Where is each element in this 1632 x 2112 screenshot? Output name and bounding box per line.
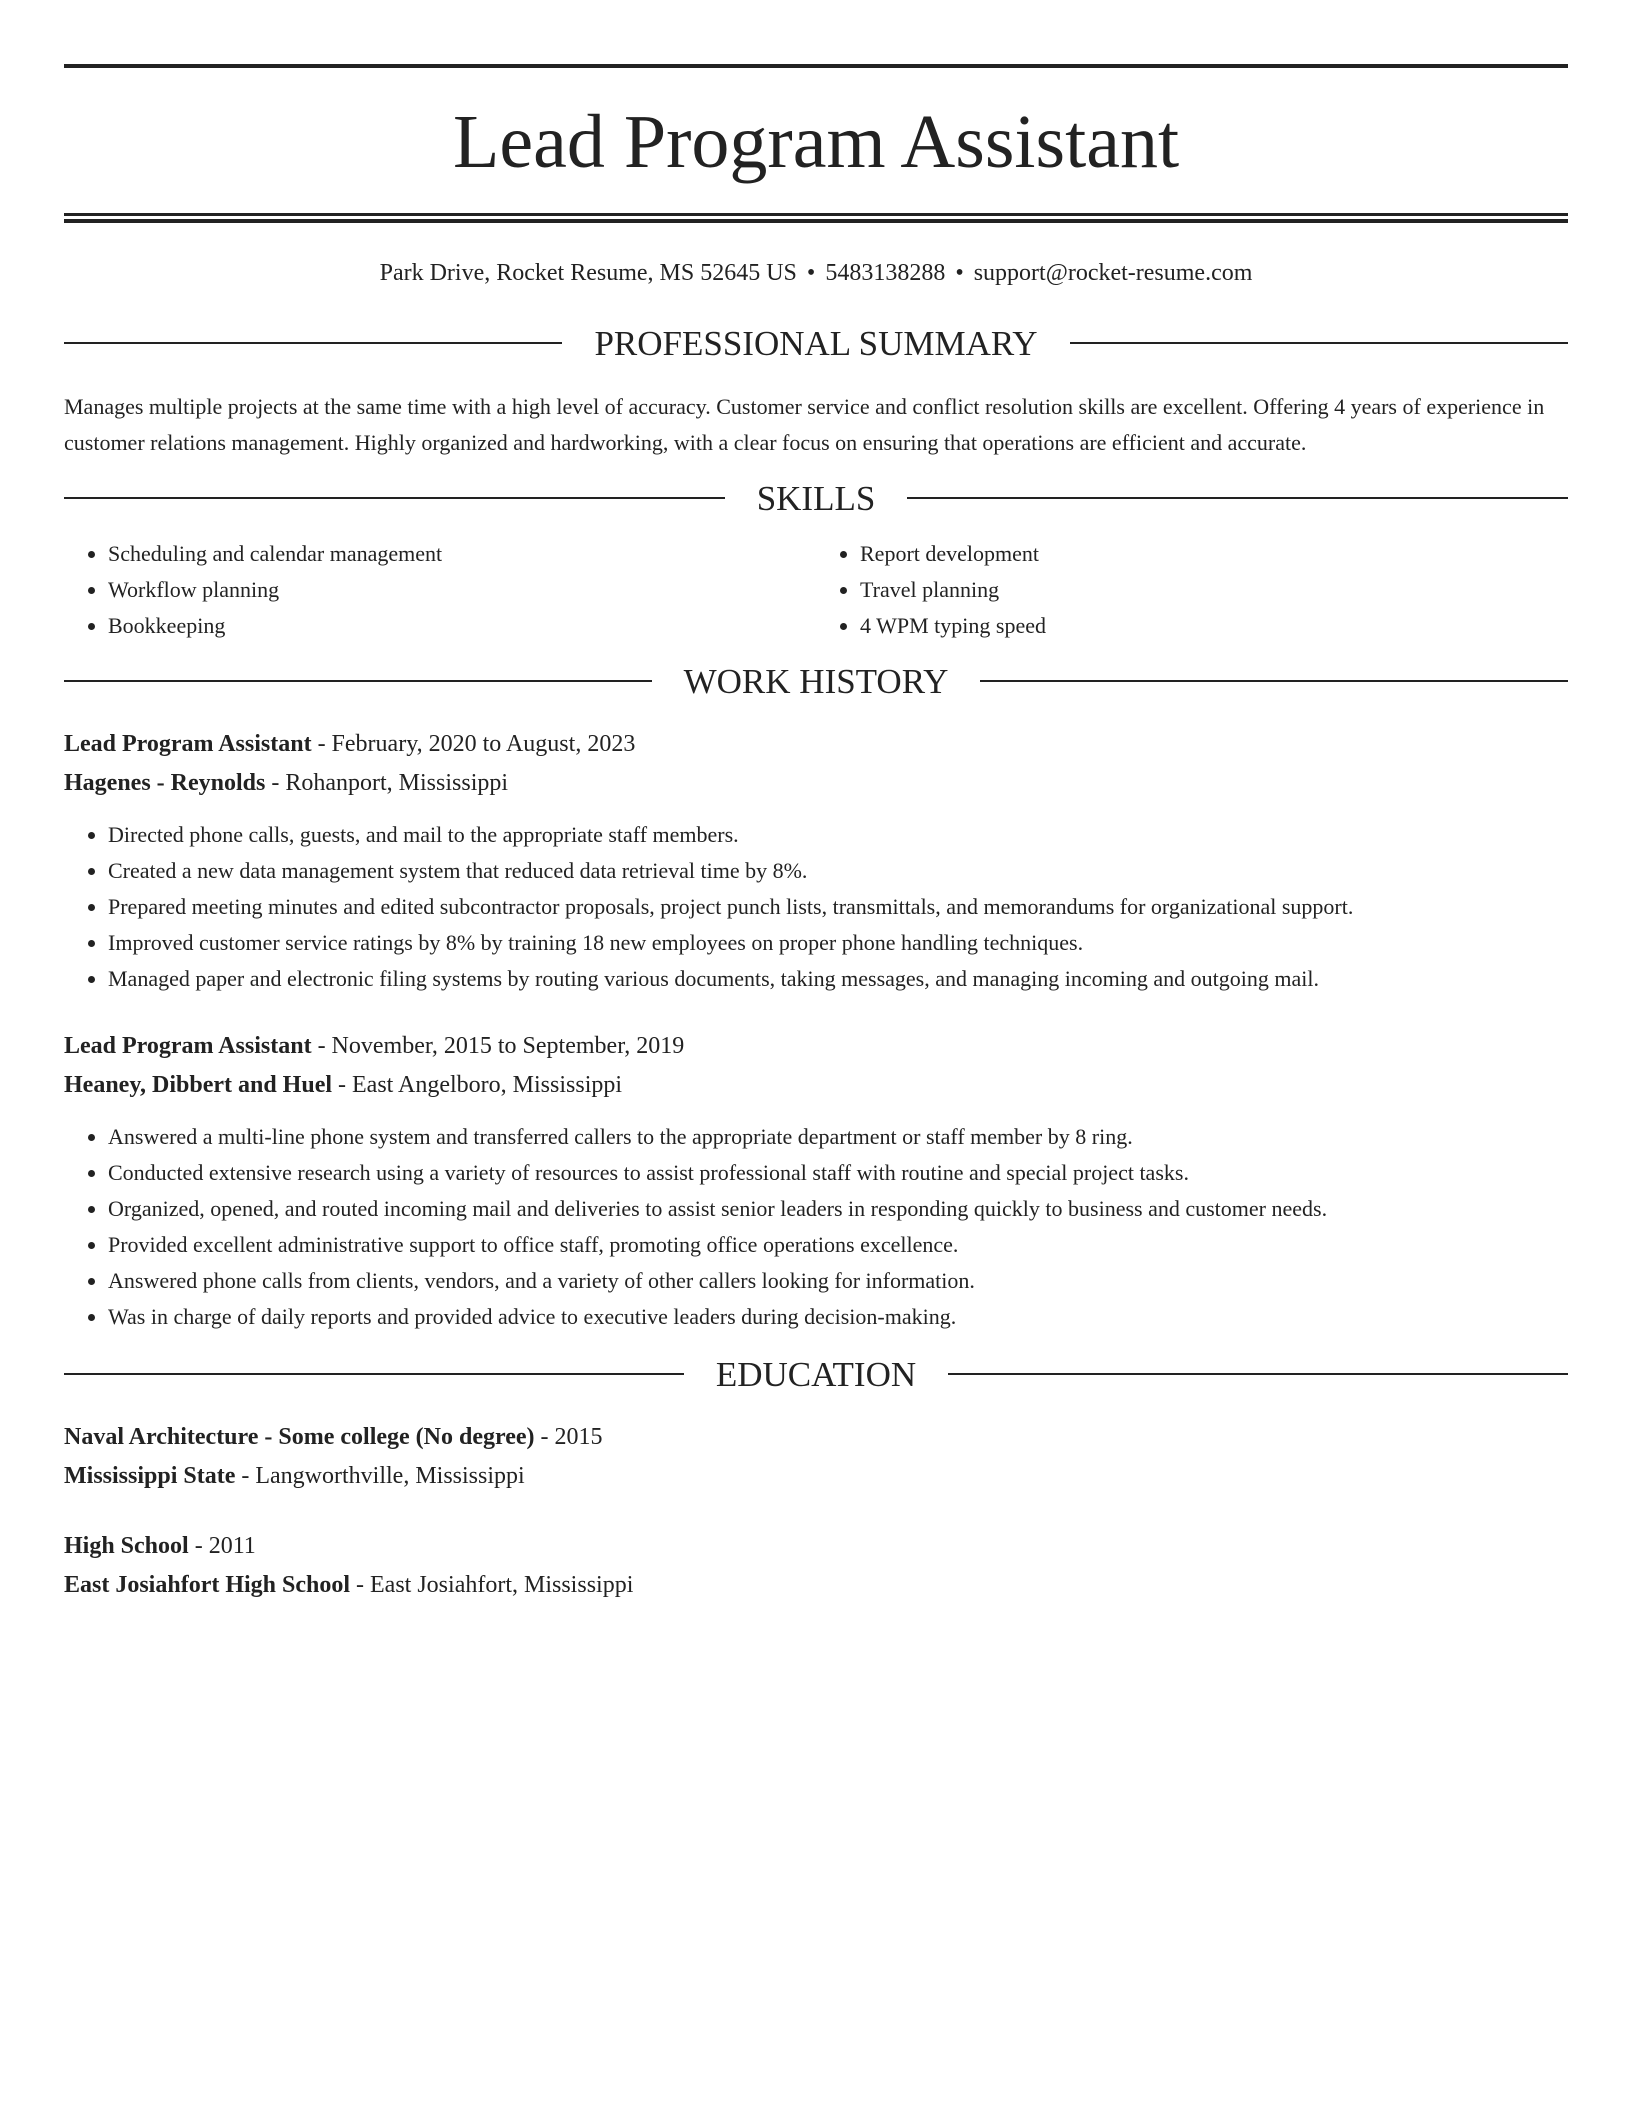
education-school: East Josiahfort High School xyxy=(64,1571,351,1598)
job-bullet: • Conducted extensive research using a variety of resources to assist professional staff with routine and special project tasks. xyxy=(108,1155,1568,1191)
section-header-summary xyxy=(64,323,1568,363)
education-entry xyxy=(64,1418,1568,1496)
education-degree: High School xyxy=(64,1532,189,1559)
job-entry xyxy=(64,1027,1568,1335)
job-bullet: • Answered phone calls from clients, vendors, and a variety of other callers looking for information. xyxy=(108,1263,1568,1299)
skills-list xyxy=(64,536,1568,644)
education-year: - 2011 xyxy=(188,1532,256,1559)
job-company: Heaney, Dibbert and Huel xyxy=(64,1071,333,1098)
job-title: Lead Program Assistant xyxy=(64,1032,312,1059)
education-location: - East Josiahfort, Mississippi xyxy=(350,1571,634,1598)
contact-separator: • xyxy=(806,260,816,286)
education-degree-line xyxy=(64,1527,1568,1566)
section-rule xyxy=(64,1373,684,1375)
job-bullet: • Provided excellent administrative support to office staff, promoting office operations excellence. xyxy=(108,1227,1568,1263)
job-bullet: • Was in charge of daily reports and provided advice to executive leaders during decision-making. xyxy=(108,1299,1568,1335)
skill-item: • Bookkeeping xyxy=(108,608,816,644)
section-rule xyxy=(948,1373,1568,1375)
job-company: Hagenes - Reynolds xyxy=(64,769,266,796)
candidate-name: Lead Program Assistant xyxy=(452,100,1180,184)
education-year: - 2015 xyxy=(534,1423,603,1450)
job-dates: - November, 2015 to September, 2019 xyxy=(311,1032,685,1059)
job-dates: - February, 2020 to August, 2023 xyxy=(311,730,636,757)
job-location: - East Angelboro, Mississippi xyxy=(332,1071,623,1098)
job-bullet: • Directed phone calls, guests, and mail to the appropriate staff members. xyxy=(108,817,1568,853)
section-header-skills xyxy=(64,478,1568,518)
education-school: Mississippi State xyxy=(64,1462,236,1489)
education-location: - Langworthville, Mississippi xyxy=(235,1462,525,1489)
job-bullets xyxy=(64,1119,1568,1335)
section-title-education: EDUCATION xyxy=(715,1354,917,1394)
section-rule xyxy=(1070,342,1568,344)
section-rule xyxy=(64,342,562,344)
education-degree-line xyxy=(64,1418,1568,1457)
education-school-line xyxy=(64,1457,1568,1496)
skill-item: • Scheduling and calendar management xyxy=(108,536,816,572)
job-company-line xyxy=(64,764,1568,803)
section-title-skills: SKILLS xyxy=(756,478,876,518)
section-rule xyxy=(907,497,1568,499)
education-school-line xyxy=(64,1566,1568,1605)
top-rule xyxy=(64,64,1568,68)
job-company-line xyxy=(64,1066,1568,1105)
job-entry xyxy=(64,725,1568,997)
section-title-work: WORK HISTORY xyxy=(683,661,949,701)
contact-email: support@rocket-resume.com xyxy=(973,260,1253,286)
job-bullets xyxy=(64,817,1568,997)
job-location: - Rohanport, Mississippi xyxy=(265,769,509,796)
job-bullet: • Managed paper and electronic filing systems by routing various documents, taking messages, and managing incoming and outgoing mail. xyxy=(108,961,1568,997)
skills-column-right xyxy=(816,536,1568,644)
skill-item: • Travel planning xyxy=(860,572,1568,608)
skill-item: • Report development xyxy=(860,536,1568,572)
job-title-line xyxy=(64,725,1568,764)
job-title-line xyxy=(64,1027,1568,1066)
skill-item: • Workflow planning xyxy=(108,572,816,608)
education-entry xyxy=(64,1527,1568,1605)
contact-phone: 5483138288 xyxy=(825,260,946,286)
contact-line xyxy=(64,259,1568,288)
contact-separator: • xyxy=(955,260,964,286)
job-title: Lead Program Assistant xyxy=(64,730,312,757)
section-rule xyxy=(64,680,652,682)
skill-item: • 4 WPM typing speed xyxy=(860,608,1568,644)
summary-text: Manages multiple projects at the same time with a high level of accuracy. Customer service and conflict resolution skills are excellent. Offering 4 years of experience in customer relations management. Highly organized and hardworking, with a clear focus on ensuring that operations are efficient and accurate. xyxy=(64,393,1545,455)
contact-address: Park Drive, Rocket Resume, MS 52645 US xyxy=(379,260,797,286)
skills-column-left xyxy=(64,536,816,644)
section-title-summary: PROFESSIONAL SUMMARY xyxy=(594,323,1038,363)
section-header-education xyxy=(64,1354,1568,1394)
job-bullet: • Answered a multi-line phone system and transferred callers to the appropriate department or staff member by 8 ring. xyxy=(108,1119,1568,1155)
section-rule xyxy=(980,680,1568,682)
section-header-work xyxy=(64,661,1568,701)
section-rule xyxy=(64,497,725,499)
job-bullet: • Improved customer service ratings by 8% by training 18 new employees on proper phone handling techniques. xyxy=(108,925,1568,961)
job-bullet: • Organized, opened, and routed incoming mail and deliveries to assist senior leaders in responding quickly to business and customer needs. xyxy=(108,1191,1568,1227)
job-bullet: • Created a new data management system that reduced data retrieval time by 8%. xyxy=(108,853,1568,889)
education-degree: Naval Architecture - Some college (No degree) xyxy=(64,1423,535,1450)
double-rule xyxy=(64,213,1568,223)
job-bullet: • Prepared meeting minutes and edited subcontractor proposals, project punch lists, transmittals, and memorandums for organizational support. xyxy=(108,889,1568,925)
